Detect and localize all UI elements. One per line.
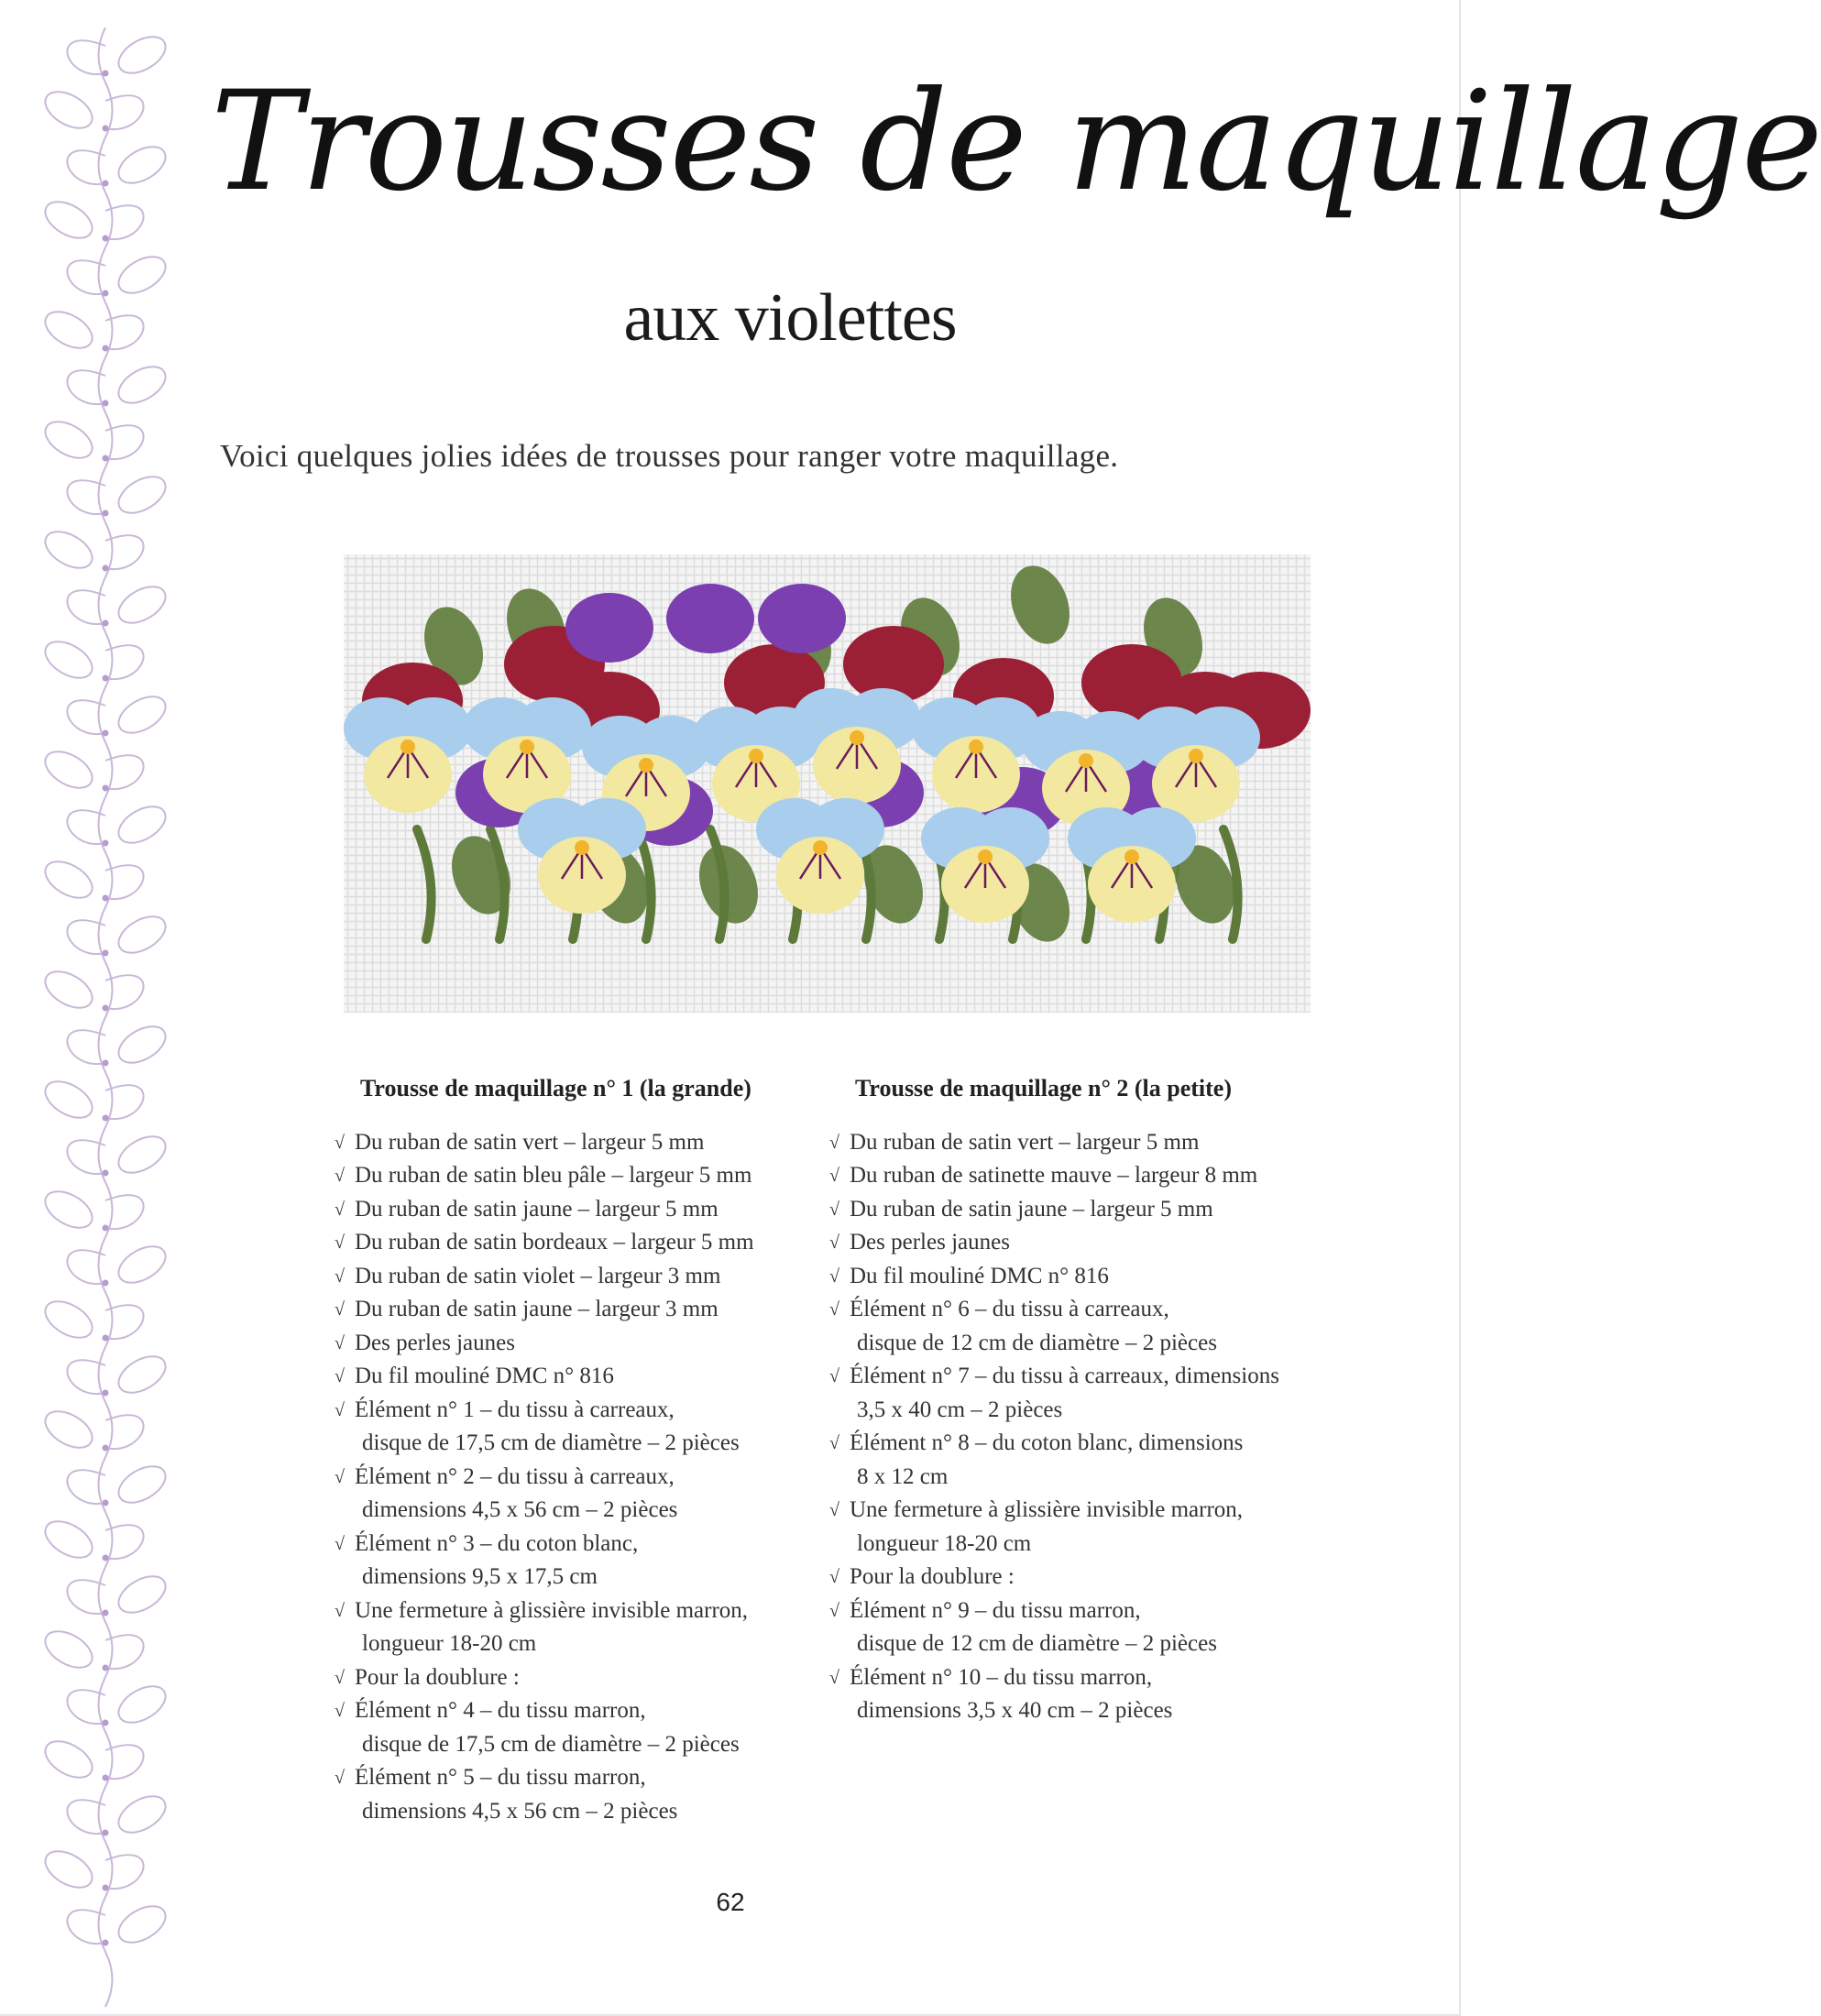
list-item <box>829 1159 1343 1193</box>
vine-bead <box>103 1665 109 1671</box>
vine-bead <box>103 1225 109 1232</box>
list-item-text: Une fermeture à glissière invisible marron, <box>850 1497 1244 1522</box>
pansy-bead <box>1079 753 1093 768</box>
list-item <box>829 1126 1343 1160</box>
vine-bead <box>103 510 109 517</box>
list-item <box>335 1594 811 1661</box>
page-subtitle: aux violettes <box>623 280 957 356</box>
list-item-text: Des perles jaunes <box>850 1230 1010 1255</box>
vine-bead <box>103 1060 109 1067</box>
list-item <box>335 1360 811 1394</box>
vine-bead <box>103 785 109 792</box>
list-item <box>829 1293 1343 1360</box>
vine-petal <box>39 1404 98 1455</box>
list-item-text: Élément n° 7 – du tissu à carreaux, dimensions <box>850 1364 1279 1388</box>
vine-bead <box>103 1335 109 1342</box>
list-item-continuation: disque de 17,5 cm de diamètre – 2 pièces <box>362 1731 740 1757</box>
ribbon-embroidered-pansies-image <box>344 554 1311 1013</box>
checkmark-icon: √ <box>335 1332 345 1353</box>
vine-petal <box>39 744 98 795</box>
vine-petal <box>113 1129 171 1180</box>
vine-bead <box>103 1115 109 1122</box>
vine-petal <box>113 1019 171 1070</box>
pansy-bead <box>400 740 415 754</box>
list-item-text: Élément n° 5 – du tissu marron, <box>355 1765 646 1790</box>
list-item <box>335 1126 811 1160</box>
list-item-text: Du ruban de satin jaune – largeur 5 mm <box>355 1196 719 1222</box>
vine-petal <box>113 1349 171 1400</box>
pansy-bead <box>813 840 828 855</box>
list-item-continuation: longueur 18-20 cm <box>362 1631 537 1656</box>
intro-text: Voici quelques jolies idées de trousses pour ranger votre maquillage. <box>220 438 1119 474</box>
materials-items-large <box>335 1126 811 1829</box>
list-item-text: Élément n° 8 – du coton blanc, dimensions <box>850 1430 1244 1455</box>
list-item-text: Élément n° 10 – du tissu marron, <box>850 1664 1153 1690</box>
checkmark-icon: √ <box>335 1399 345 1420</box>
list-item-continuation: disque de 12 cm de diamètre – 2 pièces <box>857 1330 1217 1355</box>
violet-petal <box>758 584 846 653</box>
page-title: Trousses de maquillage <box>211 62 1821 222</box>
checkmark-icon: √ <box>335 1600 345 1621</box>
violet-petal <box>565 593 653 663</box>
vine-bead <box>103 1280 109 1287</box>
checkmark-icon: √ <box>829 1567 839 1587</box>
checkmark-icon: √ <box>335 1667 345 1688</box>
list-item <box>335 1260 811 1294</box>
checkmark-icon: √ <box>335 1233 345 1253</box>
list-item-text: Élément n° 3 – du coton blanc, <box>355 1530 639 1556</box>
checkmark-icon: √ <box>829 1500 839 1520</box>
vine-bead <box>103 620 109 627</box>
list-item-continuation: disque de 17,5 cm de diamètre – 2 pièces <box>362 1430 740 1455</box>
vine-petal <box>39 964 98 1015</box>
materials-list-large <box>335 1072 811 1828</box>
checkmark-icon: √ <box>335 1701 345 1721</box>
vine-bead <box>103 1445 109 1452</box>
checkmark-icon: √ <box>829 1199 839 1220</box>
vine-bead <box>103 1170 109 1177</box>
checkmark-icon: √ <box>829 1667 839 1688</box>
list-item-continuation: dimensions 4,5 x 56 cm – 2 pièces <box>362 1497 678 1522</box>
list-item-text: Pour la doublure : <box>355 1664 520 1690</box>
vine-bead <box>103 1555 109 1561</box>
list-item-text: Du fil mouliné DMC n° 816 <box>850 1263 1109 1288</box>
vine-petal <box>113 469 171 520</box>
pansy-bead <box>520 740 534 754</box>
list-item <box>335 1159 811 1193</box>
violet-petal <box>666 584 754 653</box>
vine-petal <box>113 1239 171 1290</box>
list-item-continuation: 3,5 x 40 cm – 2 pièces <box>857 1397 1063 1422</box>
pansy-bead <box>978 849 993 864</box>
list-item-text: Élément n° 9 – du tissu marron, <box>850 1597 1141 1623</box>
vine-petal <box>39 1184 98 1235</box>
vine-petal <box>39 1074 98 1125</box>
list-item-text: Une fermeture à glissière invisible marron, <box>355 1597 749 1623</box>
list-item-text: Du ruban de satin bordeaux – largeur 5 mm <box>355 1230 754 1255</box>
vine-petal <box>113 139 171 191</box>
page-number: 62 <box>716 1888 745 1916</box>
checkmark-icon: √ <box>829 1265 839 1287</box>
list-item <box>335 1528 811 1594</box>
list-item-text: Des perles jaunes <box>355 1330 515 1355</box>
checkmark-icon: √ <box>335 1299 345 1320</box>
checkmark-icon: √ <box>829 1366 839 1386</box>
list-item-text: Du ruban de satin vert – largeur 5 mm <box>850 1129 1200 1155</box>
vine-petal <box>39 84 98 136</box>
list-item <box>829 1594 1343 1661</box>
materials-list-small <box>829 1072 1343 1728</box>
list-item-text: Élément n° 4 – du tissu marron, <box>355 1698 646 1723</box>
vine-bead <box>103 71 109 77</box>
materials-items-small <box>829 1126 1343 1728</box>
vine-petal <box>113 1569 171 1620</box>
vine-bead <box>103 400 109 407</box>
vine-bead <box>103 1720 109 1726</box>
vine-petal <box>39 1294 98 1345</box>
vine-petal <box>113 359 171 411</box>
vine-bead <box>103 1390 109 1397</box>
checkmark-icon: √ <box>335 1466 345 1487</box>
checkmark-icon: √ <box>335 1132 345 1153</box>
list-item <box>829 1260 1343 1294</box>
list-item <box>829 1427 1343 1494</box>
list-item-continuation: dimensions 9,5 x 17,5 cm <box>362 1564 598 1589</box>
vine-bead <box>103 565 109 572</box>
list-item <box>335 1293 811 1327</box>
checkmark-icon: √ <box>829 1299 839 1320</box>
list-item <box>335 1193 811 1227</box>
list-item-text: Du ruban de satin bleu pâle – largeur 5 mm <box>355 1163 752 1188</box>
list-item <box>335 1226 811 1260</box>
list-item-continuation: dimensions 3,5 x 40 cm – 2 pièces <box>857 1698 1173 1723</box>
vine-bead <box>103 675 109 682</box>
materials-heading-small: Trousse de maquillage n° 2 (la petite) <box>855 1075 1232 1101</box>
list-item <box>829 1360 1343 1427</box>
list-item-text: Élément n° 6 – du tissu à carreaux, <box>850 1297 1169 1321</box>
list-item <box>829 1661 1343 1728</box>
vine-petal <box>113 29 171 81</box>
vine-bead <box>103 455 109 462</box>
vine-petal <box>39 1734 98 1785</box>
checkmark-icon: √ <box>335 1533 345 1554</box>
vine-bead <box>103 950 109 957</box>
checkmark-icon: √ <box>829 1600 839 1621</box>
list-item-text: Élément n° 1 – du tissu à carreaux, <box>355 1397 675 1422</box>
list-item-text: Du ruban de satin vert – largeur 5 mm <box>355 1129 705 1155</box>
list-item-text: Du ruban de satin jaune – largeur 5 mm <box>850 1196 1213 1222</box>
vine-bead <box>103 1830 109 1836</box>
vine-bead <box>103 126 109 132</box>
list-item-continuation: 8 x 12 cm <box>857 1463 949 1489</box>
pansy-bead <box>1124 849 1139 864</box>
vine-petal <box>113 1789 171 1840</box>
list-item <box>335 1394 811 1461</box>
checkmark-icon: √ <box>335 1366 345 1386</box>
vine-petal <box>39 1624 98 1675</box>
list-item-text: Du fil mouliné DMC n° 816 <box>355 1364 614 1388</box>
vine-petal <box>39 194 98 246</box>
list-item-continuation: longueur 18-20 cm <box>857 1530 1032 1556</box>
vine-petal <box>39 524 98 575</box>
vine-bead <box>103 236 109 242</box>
vine-petal <box>113 909 171 960</box>
list-item-text: Du ruban de satin violet – largeur 3 mm <box>355 1263 721 1288</box>
list-item <box>829 1193 1343 1227</box>
list-item-text: Du ruban de satinette mauve – largeur 8 mm <box>850 1163 1258 1188</box>
list-item <box>335 1461 811 1528</box>
vine-petal <box>39 854 98 905</box>
vine-petal <box>113 689 171 740</box>
vine-petal <box>39 634 98 685</box>
vine-petal <box>113 799 171 850</box>
pansy-bead <box>749 749 763 763</box>
list-item-continuation: disque de 12 cm de diamètre – 2 pièces <box>857 1631 1217 1656</box>
vine-bead <box>103 1775 109 1781</box>
vine-petal <box>113 1679 171 1730</box>
list-item <box>829 1494 1343 1561</box>
vine-bead <box>103 895 109 902</box>
checkmark-icon: √ <box>335 1768 345 1788</box>
list-item-text: Du ruban de satin jaune – largeur 3 mm <box>355 1297 719 1321</box>
checkmark-icon: √ <box>829 1233 839 1253</box>
vine-bead <box>103 1500 109 1507</box>
list-item <box>829 1226 1343 1260</box>
list-item-continuation: dimensions 4,5 x 56 cm – 2 pièces <box>362 1798 678 1824</box>
pansy-bead <box>639 758 653 772</box>
vine-petal <box>113 1459 171 1510</box>
pansy-bead <box>969 740 983 754</box>
vine-bead <box>103 1005 109 1012</box>
vine-bead <box>103 1940 109 1946</box>
vine-petal <box>39 1514 98 1565</box>
list-item <box>829 1561 1343 1594</box>
pansy-bead <box>850 730 864 745</box>
checkmark-icon: √ <box>335 1166 345 1186</box>
vine-bead <box>103 730 109 737</box>
list-item <box>335 1694 811 1761</box>
list-item <box>335 1661 811 1695</box>
list-item-text: Élément n° 2 – du tissu à carreaux, <box>355 1463 675 1489</box>
list-item <box>335 1761 811 1828</box>
vine-bead <box>103 840 109 847</box>
checkmark-icon: √ <box>335 1199 345 1220</box>
checkmark-icon: √ <box>829 1433 839 1453</box>
checkmark-icon: √ <box>335 1265 345 1287</box>
vine-petal <box>113 579 171 630</box>
list-item-text: Pour la doublure : <box>850 1564 1015 1589</box>
pansy-bead <box>1189 749 1203 763</box>
pansy-bead <box>575 840 589 855</box>
materials-heading-large: Trousse de maquillage n° 1 (la grande) <box>360 1075 751 1101</box>
vine-bead <box>103 181 109 187</box>
list-item <box>335 1327 811 1361</box>
checkmark-icon: √ <box>829 1166 839 1186</box>
checkmark-icon: √ <box>829 1132 839 1153</box>
vine-bead <box>103 1610 109 1616</box>
vine-petal <box>39 414 98 466</box>
